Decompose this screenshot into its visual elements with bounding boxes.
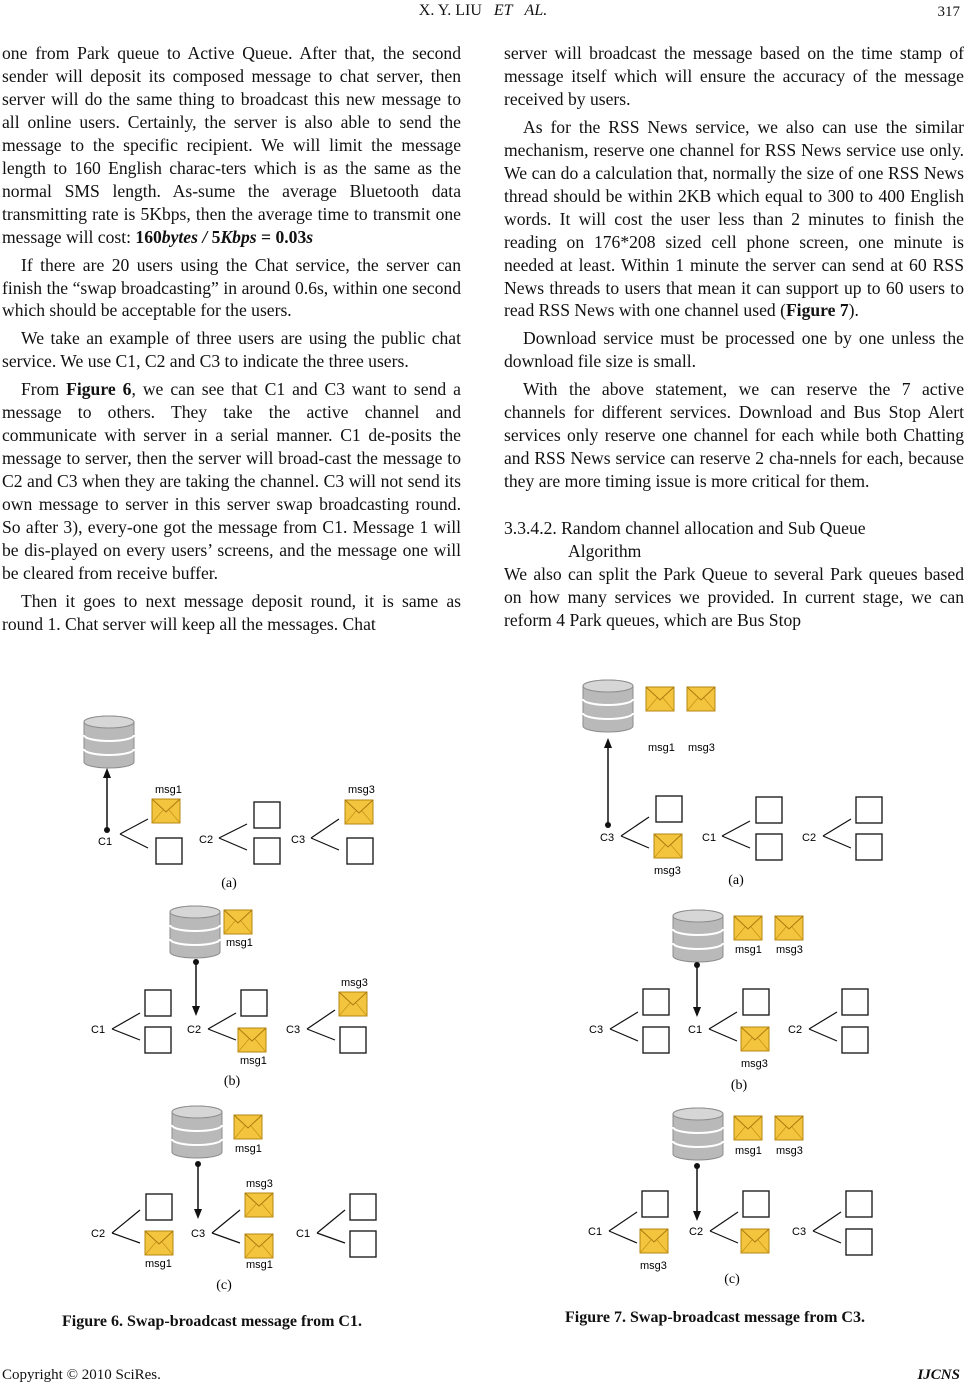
arrow-head (693, 1211, 701, 1221)
empty-box-icon (842, 1027, 868, 1053)
envelope-icon (339, 992, 367, 1016)
figure7-panel-a (583, 680, 882, 888)
paragraph: If there are 20 users using the Chat service, the server can finish the “swap broadcasting” in around 0.6s, within one second which should be acceptable for the users. (2, 254, 461, 321)
empty-box-icon (350, 1231, 376, 1257)
panel-label: (b) (223, 1074, 241, 1089)
envelope-icon (640, 1229, 668, 1253)
empty-box-icon (340, 1027, 366, 1053)
empty-box-icon (643, 989, 669, 1015)
client-label: C3 (286, 1024, 301, 1036)
arrow-head (693, 1007, 701, 1017)
client-label: C2 (91, 1228, 106, 1240)
figure7-panel-c (588, 1108, 872, 1287)
header-author: X. Y. LIU (418, 2, 482, 19)
empty-box-icon (846, 1229, 872, 1255)
envelope-icon (734, 916, 762, 940)
client-label: C3 (191, 1228, 206, 1240)
section-heading-continuation: Algorithm (568, 541, 642, 562)
client-label: C1 (688, 1024, 703, 1036)
client-label: C3 (600, 832, 615, 844)
formula-part: 160 (135, 226, 162, 247)
envelope-icon (654, 834, 682, 858)
copyright-footer: Copyright © 2010 SciRes. (2, 1367, 161, 1383)
arrow-head (192, 1006, 200, 1016)
client-label: C1 (91, 1024, 106, 1036)
empty-box-icon (347, 838, 373, 864)
arrow-head (194, 1209, 202, 1219)
envelope-icon (234, 1115, 262, 1139)
formula-part: Kbps (220, 226, 257, 247)
header-et: ET (493, 2, 513, 19)
paragraph: We take an example of three users are using the public chat service. We use C1, C2 and C3 to indicate the three users. (2, 328, 461, 372)
envelope-icon (734, 1116, 762, 1140)
msg-label: msg3 (776, 944, 803, 956)
empty-box-icon (156, 838, 182, 864)
client-label: C2 (689, 1226, 704, 1238)
paragraph: With the above statement, we can reserve the 7 active channels for different services. Download and Bus Stop Alert services only reserve one channel for each while both Chatting and RSS News service can reserve 2 cha-nnels for each, because they are more timing issue is more critical for them. (504, 379, 964, 492)
envelope-icon (238, 1028, 266, 1052)
page-number: 317 (937, 4, 960, 20)
formula-part: s (306, 226, 314, 247)
envelope-icon (152, 799, 180, 823)
empty-box-icon (756, 797, 782, 823)
paragraph: Then it goes to next message deposit round, it is same as round 1. Chat server will keep all the messages. Chat (2, 590, 461, 634)
paragraph-text: one from Park queue to Active Queue. After that, the second sender will deposit its composed message to chat server, then server will do the same thing to broadcast this new message to all online users. Certainly, the server is also able to send the message to the specific recipient. We will limit the message length to 160 English charac-ters which is as the same as the normal SMS length. As-sume the average Bluetooth data transmitting rate is 5Kbps, then the average time to transmit one message will cost: (2, 43, 461, 247)
msg-label: msg1 (735, 1145, 762, 1157)
arrow-head (604, 738, 612, 748)
figure7-panel-b (589, 910, 868, 1093)
msg-label: msg3 (341, 977, 368, 989)
client-label: C2 (187, 1024, 202, 1036)
empty-box-icon (254, 802, 280, 828)
formula-part: 5 (211, 226, 221, 247)
empty-box-icon (145, 1027, 171, 1053)
client-label: C2 (802, 832, 817, 844)
empty-box-icon (241, 990, 267, 1016)
header-al: AL. (524, 2, 548, 19)
client-label: C1 (98, 836, 113, 848)
paragraph: Download service must be processed one by one unless the download file size is small. (504, 328, 964, 372)
msg-label: msg1 (735, 944, 762, 956)
formula-part: = 0.03 (256, 226, 307, 247)
figure6-panel-a (84, 716, 375, 891)
database-icon (673, 1108, 723, 1160)
msg-label: msg1 (145, 1258, 172, 1270)
envelope-icon (345, 800, 373, 824)
client-label: C2 (788, 1024, 803, 1036)
journal-footer: IJCNS (917, 1367, 960, 1383)
database-icon (673, 910, 723, 962)
empty-box-icon (842, 989, 868, 1015)
envelope-icon (245, 1193, 273, 1217)
msg-label: msg3 (776, 1145, 803, 1157)
paragraph: server will broadcast the message based on the time stamp of message itself which will ensure the accuracy of the message received by users. (504, 43, 964, 109)
empty-box-icon (856, 834, 882, 860)
client-label: C1 (588, 1226, 603, 1238)
envelope-icon (245, 1234, 273, 1258)
client-dot (104, 827, 110, 833)
panel-label: (b) (730, 1078, 748, 1093)
empty-box-icon (642, 1191, 668, 1217)
client-label: C3 (792, 1226, 807, 1238)
figure6-caption: Figure 6. Swap-broadcast message from C1. (62, 1313, 362, 1330)
database-icon (170, 906, 220, 958)
client-label: C1 (296, 1228, 311, 1240)
msg-label: msg3 (654, 865, 681, 877)
empty-box-icon (743, 989, 769, 1015)
client-label: C3 (291, 834, 306, 846)
msg-label: msg1 (246, 1259, 273, 1271)
figure6-panel-c (91, 1106, 376, 1293)
empty-box-icon (743, 1191, 769, 1217)
database-icon (172, 1106, 222, 1158)
formula-part: bytes / (161, 226, 212, 247)
panel-label: (c) (216, 1278, 232, 1293)
empty-box-icon (856, 797, 882, 823)
envelope-icon (741, 1229, 769, 1253)
msg-label: msg1 (235, 1143, 262, 1155)
empty-box-icon (846, 1191, 872, 1217)
envelope-icon (775, 1116, 803, 1140)
msg-label: msg3 (741, 1058, 768, 1070)
envelope-icon (741, 1027, 769, 1051)
paragraph-text: As for the RSS News service, we also can use the similar mechanism, reserve one channel for RSS News service use only. We can do a calculation that, normally the size of one RSS News thread should be within 2KB which equal to 300 to 400 English words. It will cost the user less than 2 minutes to finish the reading on 176*208 sized cell phone screen, one minute is needed at least. Within 1 minute the server can send at 60 RSS News threads to users that mean it can support up to 60 users to read RSS News with one channel used ( (504, 116, 964, 321)
paragraph-text: ). (848, 300, 859, 321)
msg-label: msg3 (688, 742, 715, 754)
envelope-icon (775, 916, 803, 940)
client-label: C2 (199, 834, 214, 846)
empty-box-icon (756, 834, 782, 860)
envelope-icon (145, 1231, 173, 1255)
msg-label: msg3 (640, 1260, 667, 1272)
envelope-icon (224, 910, 252, 934)
empty-box-icon (146, 1194, 172, 1220)
arrow-head (103, 768, 111, 778)
client-label: C1 (702, 832, 717, 844)
msg-label: msg3 (348, 784, 375, 796)
paragraph-text: From (21, 379, 67, 400)
msg-label: msg3 (246, 1178, 273, 1190)
section-heading: 3.3.4.2. Random channel allocation and Sub Queue (504, 518, 866, 539)
paragraph-text: , we can see that C1 and C3 want to send a message to others. They take the active channel and communicate with server in a serial manner. C1 de-posits the message to server, then the server will broad-cast the message to C2 and C3 when they are taking the channel. C3 will not send its own message to server in this server swap broadcasting round. So after 3), every-one got the message from C1. Message 1 will be dis-played on every users’ screens, and the message one will be cleared from receive buffer. (2, 379, 461, 583)
empty-box-icon (350, 1194, 376, 1220)
empty-box-icon (145, 990, 171, 1016)
panel-label: (a) (221, 876, 237, 891)
panel-label: (a) (728, 873, 744, 888)
empty-box-icon (254, 838, 280, 864)
envelope-icon (687, 687, 715, 711)
database-icon (84, 716, 134, 768)
empty-box-icon (643, 1027, 669, 1053)
figure-reference: Figure 7 (785, 300, 849, 321)
panel-label: (c) (724, 1272, 740, 1287)
msg-label: msg1 (226, 937, 253, 949)
client-label: C3 (589, 1024, 604, 1036)
database-icon (583, 680, 633, 732)
figure6-panel-b (91, 906, 368, 1089)
msg-label: msg1 (240, 1055, 267, 1067)
msg-label: msg1 (155, 784, 182, 796)
envelope-icon (646, 687, 674, 711)
figure-reference: Figure 6 (66, 379, 132, 400)
paragraph: We also can split the Park Queue to several Park queues based on how many services we provided. In current stage, we can reform 4 Park queues, which are Bus Stop (504, 564, 964, 630)
empty-box-icon (656, 796, 682, 822)
figure7-caption: Figure 7. Swap-broadcast message from C3. (565, 1309, 865, 1326)
msg-label: msg1 (648, 742, 675, 754)
